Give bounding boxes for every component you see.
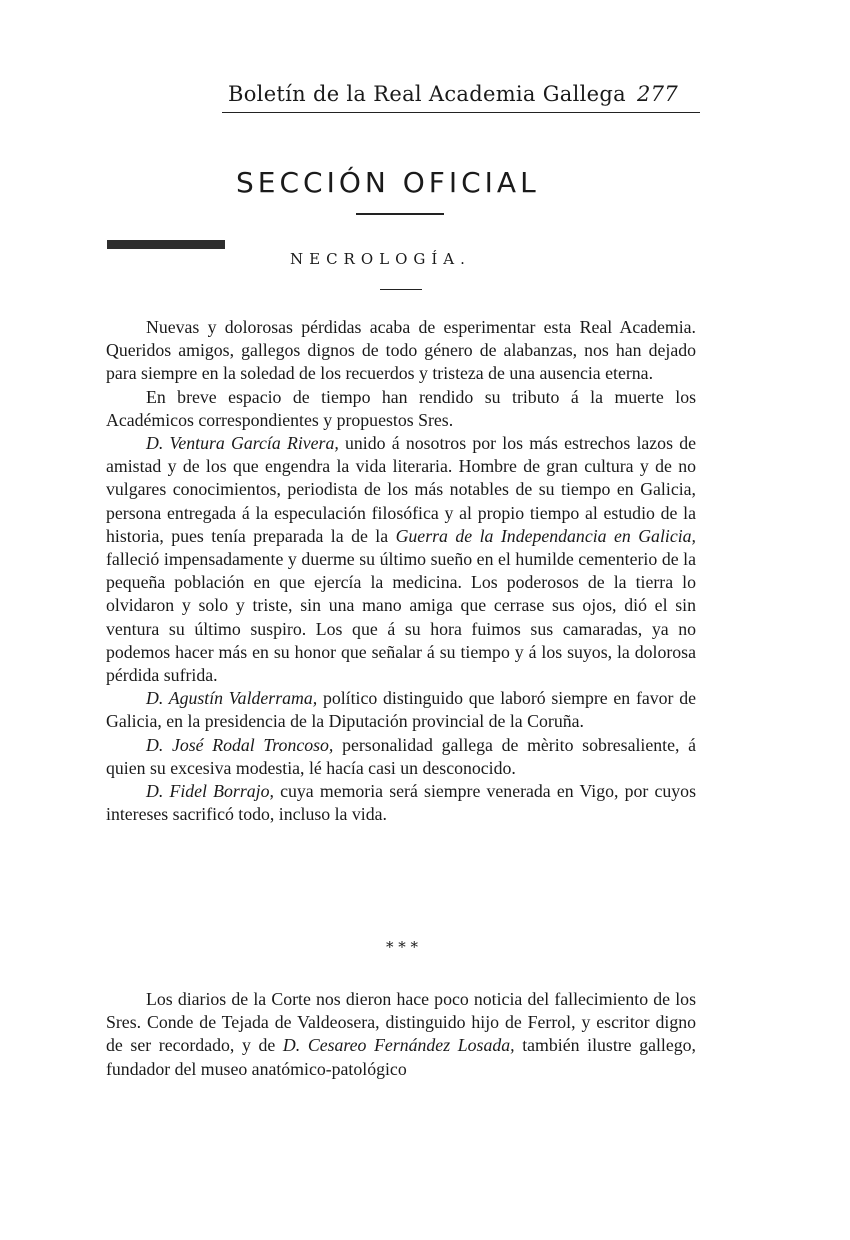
paragraph-text: cuya memoria será siempre venerada en Vigo, por cuyos intereses sacrificó todo, incluso la vida. [106,781,696,825]
paragraph-text: político distinguido que laboró siempre en favor de Galicia, en la presidencia de la Diputación provincial de la Coruña. [106,688,696,732]
paragraph-borrajo [106,780,696,826]
paragraph-closing [106,988,696,1081]
paragraph-text: En breve espacio de tiempo han rendido su tributo á la muerte los Académicos correspondientes y propuestos Sres. [106,386,696,430]
decorative-bar [107,240,225,249]
journal-title: Boletín de la Real Academia Gallega [228,82,626,106]
paragraph-text: también ilustre gallego, fundador del museo anatómico-patológico [106,1035,696,1079]
person-name: D. José Rodal Troncoso, [146,734,334,755]
paragraph-rodal [106,734,696,780]
paragraph-valderrama [106,687,696,733]
person-name: D. Cesareo Fernández Losada, [282,1035,515,1056]
person-name: D. Fidel Borrajo, [146,781,274,802]
paragraph-text: falleció impensadamente y duerme su último sueño en el humilde cementerio de la pequeña población en que ejercía la medicina. Los poderosos de la tierra lo olvidaron y solo y triste, sin una mano amiga que cerrase sus ojos, dió el sin ventura su último suspiro. Los que á su hora fuimos sus camaradas, ya no podemos hacer más en su honor que señalar á su tiempo y á los suyos, la dolorosa pérdida sufrida. [106,549,696,686]
section-title: SECCIÓN OFICIAL [236,166,540,199]
obituary-body [106,316,696,826]
paragraph-tribute [106,386,696,432]
asterism-separator: * * * [386,938,419,956]
title-divider [356,213,444,215]
paragraph-text: Nuevas y dolorosas pérdidas acaba de esperimentar esta Real Academia. Queridos amigos, gallegos dignos de todo género de alabanzas, nos han dejado para siempre en la soledad de los recuerdos y tristeza de una ausencia eterna. [106,317,696,384]
paragraph-garcia-rivera [106,432,696,687]
page-number: 277 [637,82,678,106]
person-name: D. Ventura García Rivera, [146,433,339,454]
paragraph-intro [106,316,696,386]
person-name: D. Agustín Valderrama, [146,688,318,709]
paragraph-text: personalidad gallega de mèrito sobresaliente, á quien su excesiva modestia, lé hacía casi un desconocido. [106,734,697,778]
subtitle-divider [380,289,422,290]
paragraph-text: Los diarios de la Corte nos dieron hace poco noticia del fallecimiento de los Sres. Conde de Tejada de Valdeosera, distinguido hijo de Ferrol, y escritor digno de ser recordado, y de [106,989,696,1056]
subsection-title: NECROLOGÍA. [290,250,471,268]
header-rule [222,112,700,113]
paragraph-text: unido á nosotros por los más estrechos lazos de amistad y de los que engendra la vida literaria. Hombre de gran cultura y de no vulgares conocimientos, periodista de los más notables de su tiempo en Galicia, persona entregada á la especulación filosófica y al propio tiempo al estudio de la historia, pues tenía preparada la de la [106,433,696,546]
work-title: Guerra de la Independancia en Galicia, [395,525,696,546]
closing-body [106,988,696,1081]
